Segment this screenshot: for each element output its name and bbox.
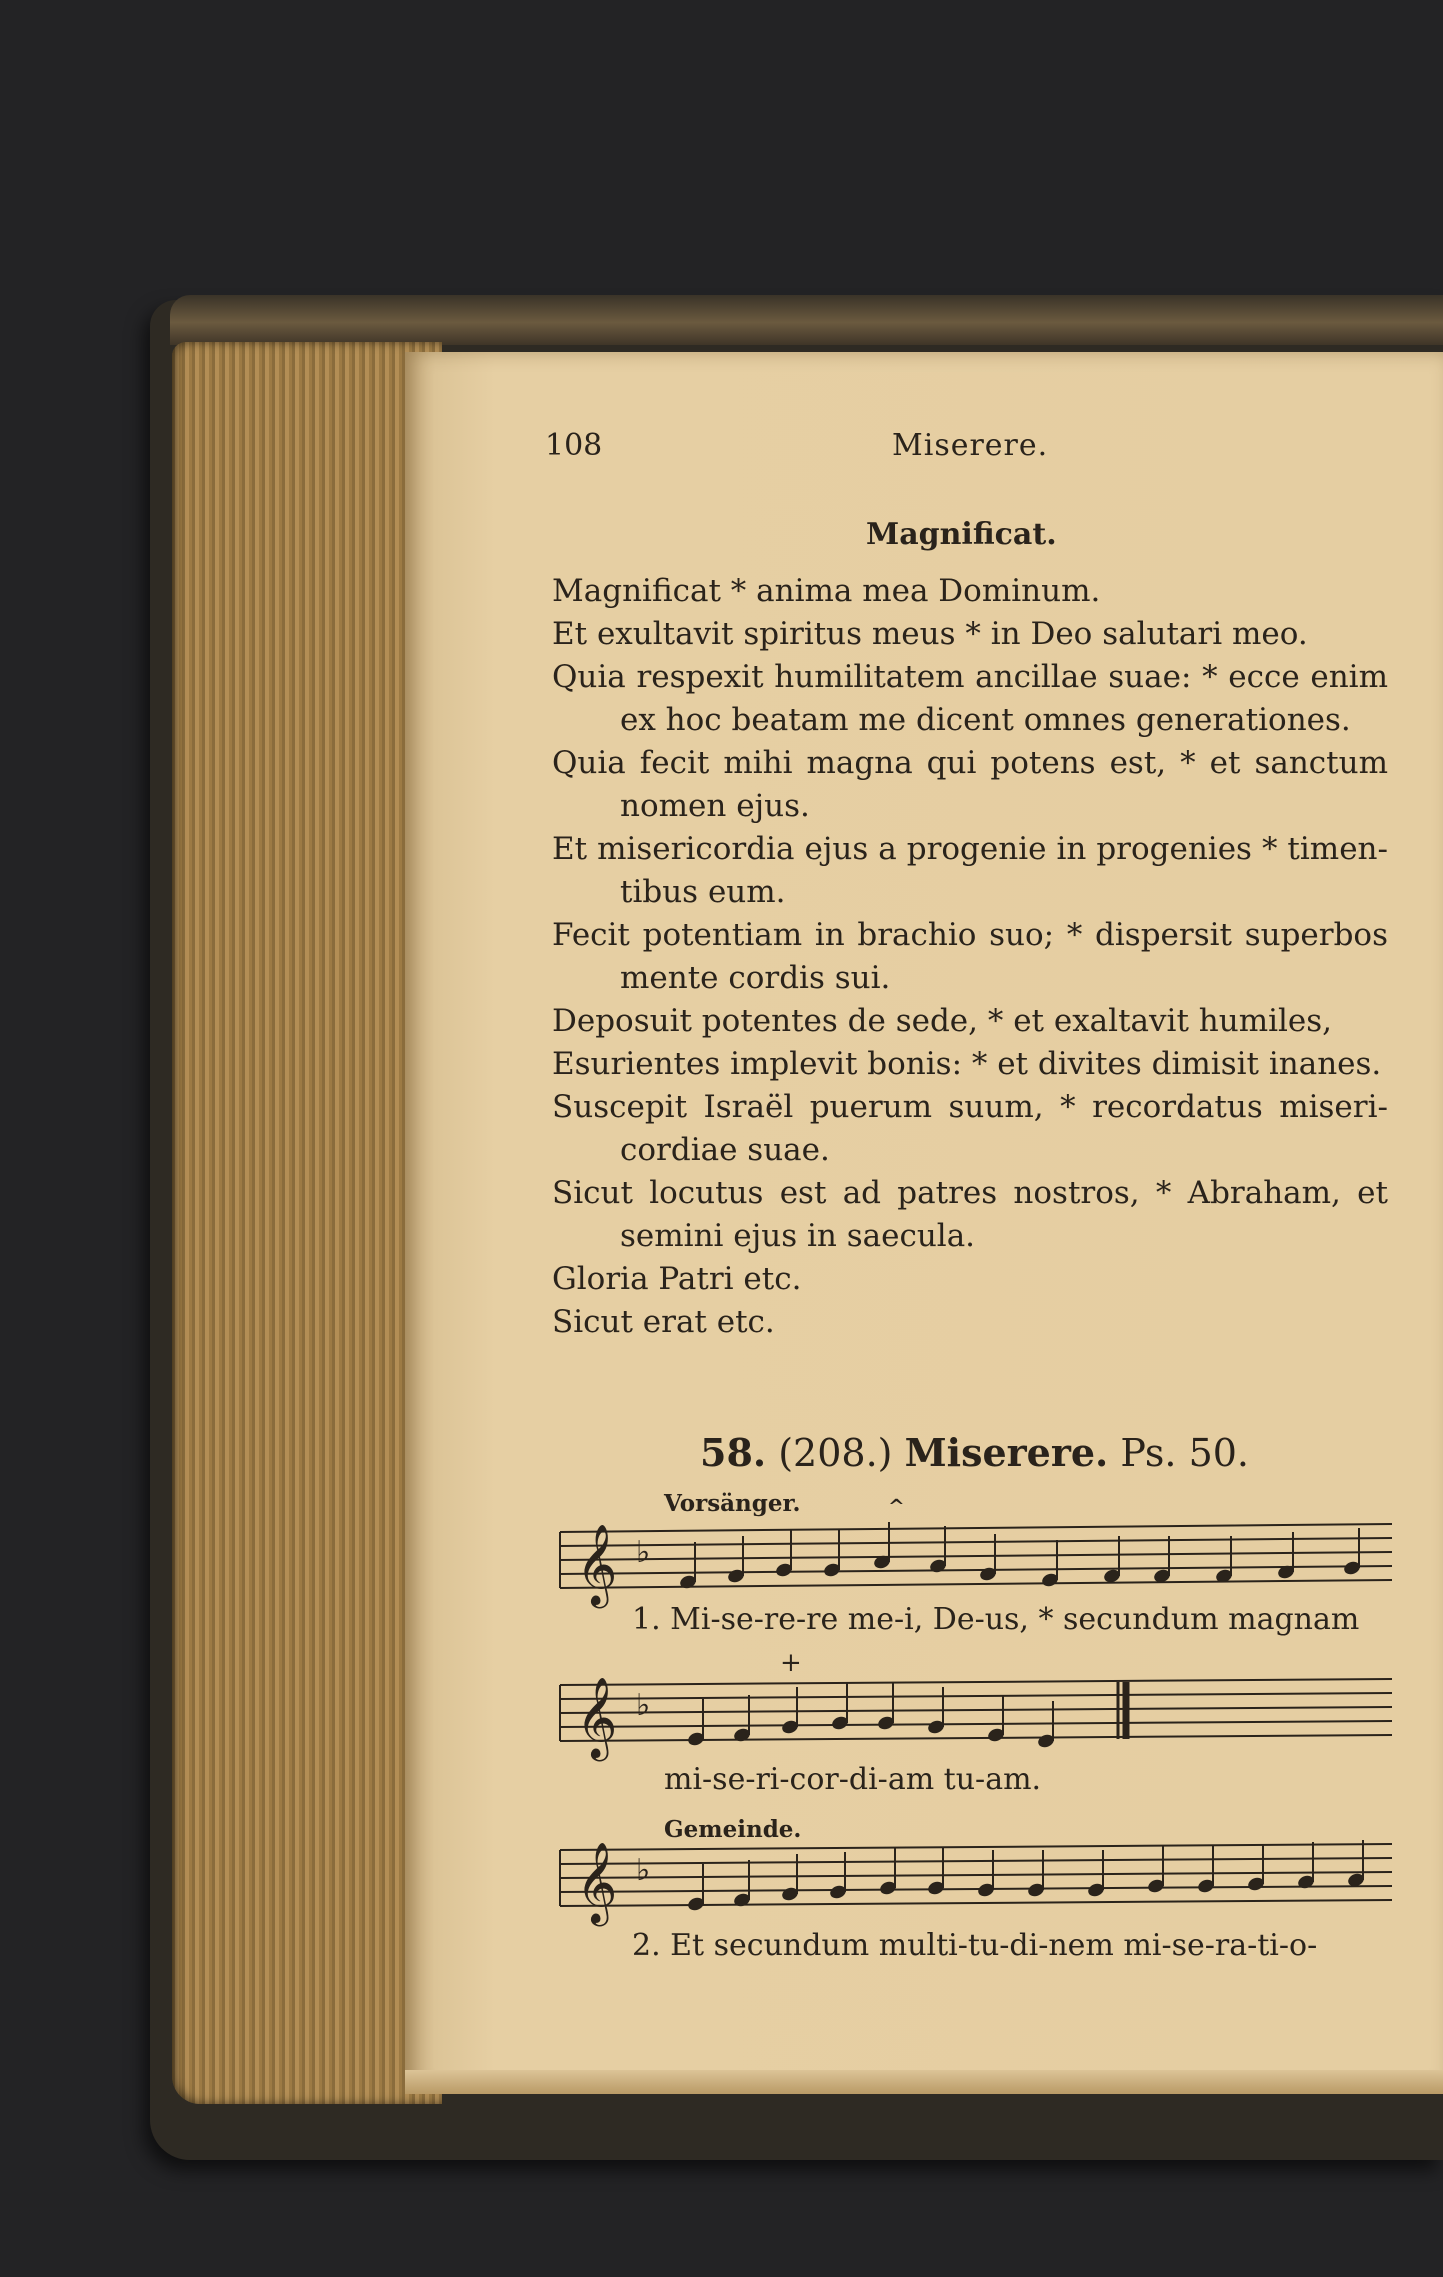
verse-continuation: ex hoc beatam me dicent omnes generationes. [620, 702, 1351, 738]
svg-text:♭: ♭ [636, 1535, 651, 1570]
verse-line: Quia fecit mihi magna qui potens est, * et sanctum [552, 745, 1388, 781]
verse-continuation: nomen ejus. [620, 788, 810, 824]
verse-line: Fecit potentiam in brachio suo; * dispersit superbos [552, 917, 1388, 953]
verse-line: Quia respexit humilitatem ancillae suae: * ecce enim [552, 659, 1388, 695]
hymn-number: 58. [700, 1430, 767, 1475]
page-bottom-edge [405, 2070, 1443, 2094]
verse [552, 656, 1388, 742]
verse [552, 1172, 1388, 1258]
lyrics-line-2: mi-se-ri-cor-di-am tu-am. [664, 1762, 1042, 1797]
music-staff-2 [556, 1665, 1396, 1775]
verse-line: Magnificat * anima mea Dominum. [552, 573, 1101, 609]
svg-text:𝄞: 𝄞 [576, 1841, 618, 1923]
verse [552, 1301, 1388, 1344]
verse [552, 1043, 1388, 1086]
verse [552, 1000, 1388, 1043]
verse [552, 742, 1388, 828]
lyrics-line-3: 2. Et secundum multi-tu-di-nem mi-se-ra-ti-o- [632, 1928, 1318, 1963]
verse-continuation: mente cordis sui. [620, 960, 891, 996]
verse-line: Esurientes implevit bonis: * et divites dimisit inanes. [552, 1046, 1382, 1082]
hymn-psalm: Ps. 50. [1120, 1431, 1250, 1475]
verse [552, 914, 1388, 1000]
lyrics-line-1: 1. Mi-se-re-re me-i, De-us, * secundum magnam [632, 1602, 1360, 1637]
verse [552, 828, 1388, 914]
verse-line: Et exultavit spiritus meus * in Deo salutari meo. [552, 616, 1308, 652]
verse [552, 613, 1388, 656]
hymn-heading [700, 1430, 1249, 1475]
hymn-name: Miserere. [904, 1430, 1109, 1475]
page-edges [172, 342, 442, 2104]
verse-line: Et misericordia ejus a progenie in progenies * timen- [552, 831, 1388, 867]
verse-continuation: semini ejus in saecula. [620, 1218, 976, 1254]
accent-mark: ^ [888, 1494, 905, 1518]
verse-line: Gloria Patri etc. [552, 1261, 802, 1297]
verse [552, 1258, 1388, 1301]
svg-text:𝄞: 𝄞 [576, 1523, 618, 1605]
page-number: 108 [545, 428, 603, 463]
verse-line: Sicut erat etc. [552, 1304, 775, 1340]
svg-text:♭: ♭ [636, 1688, 651, 1723]
svg-text:𝄞: 𝄞 [576, 1676, 618, 1758]
book-spine-edge [170, 295, 1443, 345]
hymn-ref: (208.) [778, 1431, 893, 1475]
gemeinde-label: Gemeinde. [664, 1816, 802, 1843]
music-staff-3 [556, 1830, 1396, 1940]
verse-continuation: cordiae suae. [620, 1132, 830, 1168]
verse-continuation: tibus eum. [620, 874, 786, 910]
verse [552, 1086, 1388, 1172]
running-title: Miserere. [892, 428, 1049, 463]
verse-line: Deposuit potentes de sede, * et exaltavit humiles, [552, 1003, 1333, 1039]
vorsaenger-label: Vorsänger. [664, 1490, 801, 1517]
plus-mark: + [780, 1648, 802, 1678]
section-title: Magnificat. [866, 517, 1057, 552]
verse-line: Suscepit Israël puerum suum, * recordatus miseri- [552, 1089, 1388, 1125]
svg-text:♭: ♭ [636, 1853, 651, 1888]
verse-line: Sicut locutus est ad patres nostros, * Abraham, et [552, 1175, 1388, 1211]
verse [552, 570, 1388, 613]
